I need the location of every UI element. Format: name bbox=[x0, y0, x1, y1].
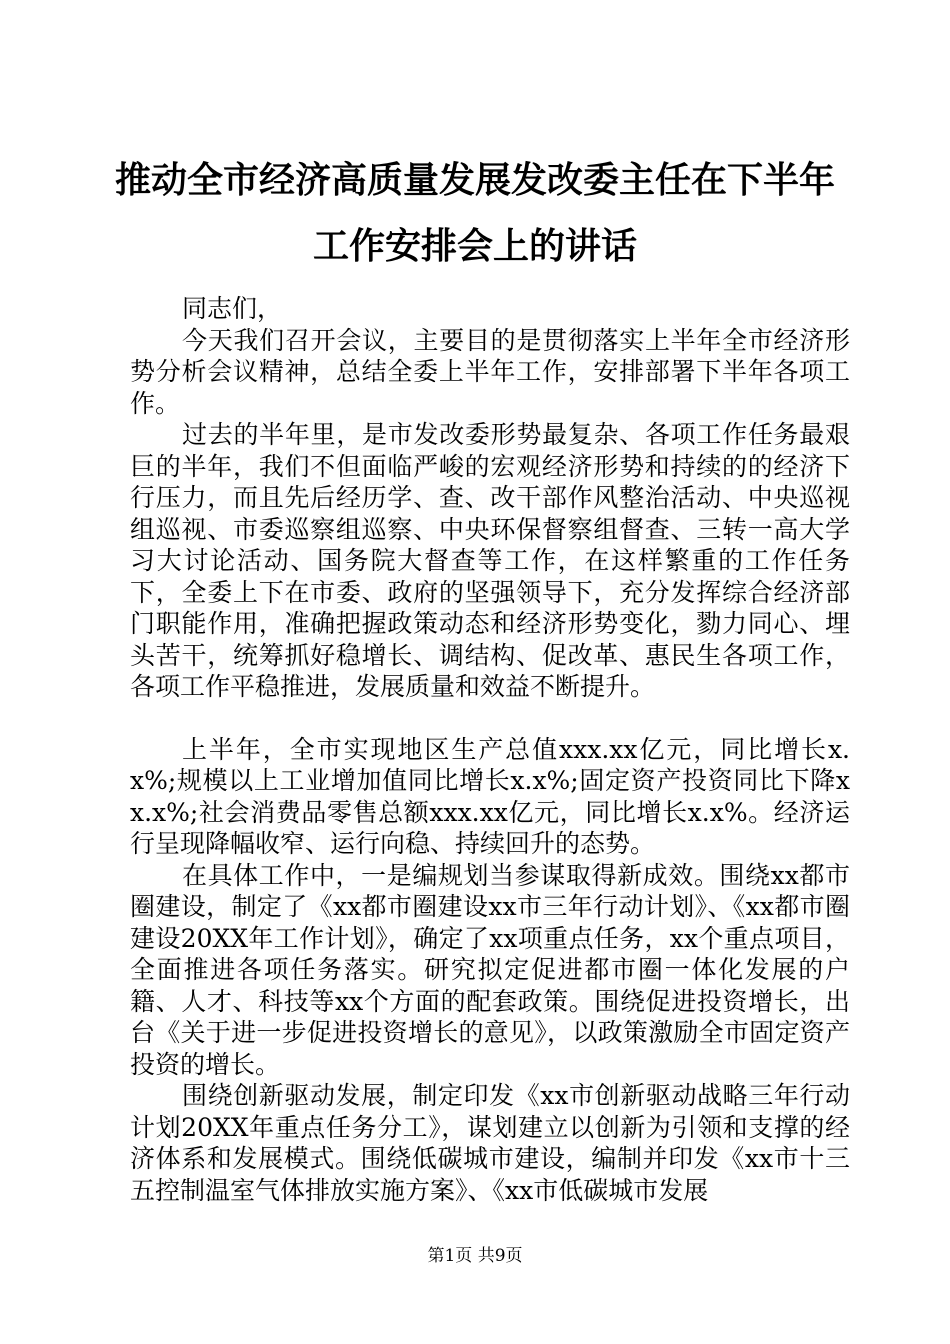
page-number-footer: 第1页 共9页 bbox=[427, 1246, 523, 1266]
document-title-line-2: 工作安排会上的讲话 bbox=[312, 226, 637, 267]
paragraph-salutation: 同志们， bbox=[182, 294, 283, 323]
paragraph-statistics: 上半年，全市实现地区生产总值xxx.xx亿元，同比增长x.x%;规模以上工业增加值同比增长x.x%;固定资产投资同比下降xx.x%;社会消费品零售总额xxx.xx亿元，同比增长x.x%。经济运行呈现降幅收窄、运行向稳、持续回升的态势。 bbox=[130, 734, 850, 858]
document-body bbox=[130, 293, 850, 1206]
paragraph-planning: 在具体工作中，一是编规划当参谋取得新成效。围绕xx都市圈建设，制定了《xx都市圈建设xx市三年行动计划》、《xx都市圈建设20XX年工作计划》，确定了xx项重点任务，xx个重点项目，全面推进各项任务落实。研究拟定促进都市圈一体化发展的户籍、人才、科技等xx个方面的配套政策。围绕促进投资增长，出台《关于进一步促进投资增长的意见》，以政策激励全市固定资产投资的增长。 bbox=[130, 860, 850, 1079]
document-title-line-1: 推动全市经济高质量发展发改委主任在下半年 bbox=[114, 160, 835, 201]
paragraph-review: 过去的半年里，是市发改委形势最复杂、各项工作任务最艰巨的半年，我们不但面临严峻的宏观经济形势和持续的的经济下行压力，而且先后经历学、查、改干部作风整治活动、中央巡视组巡视、市委巡察组巡察、中央环保督察组督查、三转一高大学习大讨论活动、国务院大督查等工作，在这样繁重的工作任务下，全委上下在市委、政府的坚强领导下，充分发挥综合经济部门职能作用，准确把握政策动态和经济形势变化，勠力同心、埋头苦干，统筹抓好稳增长、调结构、促改革、惠民生各项工作，各项工作平稳推进，发展质量和效益不断提升。 bbox=[130, 420, 850, 701]
paragraph-innovation: 围绕创新驱动发展，制定印发《xx市创新驱动战略三年行动计划20XX年重点任务分工》，谋划建立以创新为引领和支撑的经济体系和发展模式。围绕低碳城市建设，编制并印发《xx市十三五控制温室气体排放实施方案》、《xx市低碳城市发展 bbox=[130, 1081, 850, 1205]
paragraph-intro: 今天我们召开会议，主要目的是贯彻落实上半年全市经济形势分析会议精神，总结全委上半年工作，安排部署下半年各项工作。 bbox=[130, 325, 850, 418]
